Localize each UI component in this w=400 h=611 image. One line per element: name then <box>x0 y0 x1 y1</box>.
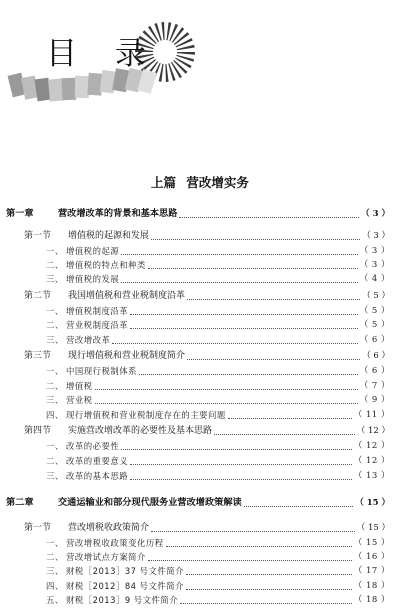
toc-page-number: （ 11 ） <box>353 410 390 420</box>
toc-entry-title: 财税［2012］84 号文件简介 <box>66 581 185 591</box>
toc-header <box>0 0 400 110</box>
toc-number: 四、 <box>46 410 64 420</box>
toc-entry-title: 营改增改革 <box>66 335 111 345</box>
toc-chapter-row[interactable] <box>6 207 390 221</box>
dot-leader <box>95 389 358 404</box>
toc-page-number: （ 16 ） <box>353 552 390 562</box>
toc-entry-title: 增值税的起源和发展 <box>68 231 150 241</box>
toc-entry-title: 增值税制度沿革 <box>66 306 129 316</box>
toc-entry-title: 增值税的发展 <box>66 274 120 284</box>
toc-page-number: （ 18 ） <box>353 581 390 591</box>
toc-page-number: （ 18 ） <box>353 595 390 605</box>
dot-leader <box>112 329 357 344</box>
part-label: 上篇 <box>151 175 177 190</box>
toc-page-number: （ 9 ） <box>359 395 390 405</box>
toc-number: 一、 <box>46 246 64 256</box>
toc-entry-title: 营业税 <box>66 395 93 405</box>
dot-leader <box>214 420 355 435</box>
toc-page-number: （ 6 ） <box>359 366 390 376</box>
toc-entry-title: 中国现行税制体系 <box>66 366 137 376</box>
toc-entry-title: 营改增税收政策变化历程 <box>66 538 164 548</box>
toc-page-number: （ 3 ） <box>362 231 390 241</box>
part-title <box>0 173 400 191</box>
dot-leader <box>121 435 352 450</box>
toc-page-number: （ 15 ） <box>353 538 390 548</box>
dot-leader <box>186 560 352 575</box>
toc-page-number: （ 5 ） <box>359 306 390 316</box>
toc-number: 第一章 <box>6 208 34 219</box>
toc-chapter-row[interactable] <box>6 496 390 510</box>
toc-number: 第一节 <box>24 523 52 533</box>
toc-number: 第三节 <box>24 351 52 361</box>
dot-leader <box>130 314 358 329</box>
toc-number: 二、 <box>46 320 64 330</box>
toc-number: 第二章 <box>6 497 34 508</box>
toc-number: 三、 <box>46 395 64 405</box>
toc-item-row[interactable] <box>46 593 390 607</box>
toc-entry-title: 营改增改革的背景和基本思路 <box>58 208 178 219</box>
dot-leader <box>121 268 357 283</box>
toc-page-number: （ 7 ） <box>359 381 390 391</box>
toc-number: 第二节 <box>24 291 52 301</box>
toc-page-number: （ 17 ） <box>353 566 390 576</box>
toc-number: 一、 <box>46 306 64 316</box>
dot-leader <box>148 546 352 561</box>
dot-leader <box>139 360 358 375</box>
dot-leader <box>130 450 352 465</box>
dot-leader <box>187 285 360 300</box>
dot-leader <box>186 575 352 590</box>
toc-number: 四、 <box>46 581 64 591</box>
toc-number: 三、 <box>46 566 64 576</box>
toc-page-number: （ 3 ） <box>359 246 390 256</box>
toc-page-number: （ 12 ） <box>356 426 390 436</box>
toc-entry-title: 实施营改增改革的必要性及基本思路 <box>68 426 213 436</box>
toc-entry-title: 财税［2013］37 号文件简介 <box>66 566 185 576</box>
dot-leader <box>179 203 359 218</box>
dot-leader <box>151 225 360 240</box>
toc-page-number: （ 12 ） <box>353 456 390 466</box>
toc-entry-title: 现行增值税和营业税制度存在的主要问题 <box>66 410 226 420</box>
toc-page-number: （ 15 ） <box>355 498 390 508</box>
toc-page-number: （ 13 ） <box>353 471 390 481</box>
dot-leader <box>228 404 352 419</box>
toc-entry-title: 改革的重要意义 <box>66 456 129 466</box>
toc-page-number: （ 5 ） <box>362 291 390 301</box>
toc-page-number: （ 6 ） <box>362 351 390 361</box>
toc-page-number: （ 3 ） <box>359 260 390 270</box>
dot-leader <box>187 345 360 360</box>
toc-number: 三、 <box>46 471 64 481</box>
toc-page-number: （ 3 ） <box>361 209 390 219</box>
toc-page-number: （ 5 ） <box>359 320 390 330</box>
dot-leader <box>148 254 358 269</box>
toc-number: 第四节 <box>24 426 52 436</box>
toc-page-number: （ 15 ） <box>356 523 390 533</box>
toc-item-row[interactable] <box>46 469 390 483</box>
toc-entry-title: 我国增值税和营业税制度沿革 <box>68 291 186 301</box>
toc-entry-title: 改革的必要性 <box>66 441 120 451</box>
dot-leader <box>151 517 355 532</box>
toc-number: 一、 <box>46 538 64 548</box>
dot-leader <box>180 589 352 604</box>
toc-number: 二、 <box>46 381 64 391</box>
dot-leader <box>166 532 352 547</box>
toc-number: 一、 <box>46 441 64 451</box>
toc-number: 二、 <box>46 456 64 466</box>
toc-entry-title: 增值税 <box>66 381 93 391</box>
toc-number: 一、 <box>46 366 64 376</box>
toc-page-number: （ 6 ） <box>359 335 390 345</box>
toc-number: 三、 <box>46 335 64 345</box>
dot-leader <box>130 465 352 480</box>
toc-page-number: （ 12 ） <box>353 441 390 451</box>
toc-number: 三、 <box>46 274 64 284</box>
dot-leader <box>121 240 357 255</box>
toc-entry-title: 营改增税收政策简介 <box>68 523 150 533</box>
dot-leader <box>244 492 354 507</box>
toc-entry-title: 财税［2013］9 号文件简介 <box>66 595 179 605</box>
dot-leader <box>130 300 358 315</box>
part-name: 营改增实务 <box>186 175 249 190</box>
toc-number: 第一节 <box>24 231 52 241</box>
toc-entry-title: 增值税的特点和种类 <box>66 260 146 270</box>
toc-page-number: （ 4 ） <box>359 274 390 284</box>
toc-entry-title: 营改增试点方案简介 <box>66 552 146 562</box>
toc-entry-title: 交通运输业和部分现代服务业营改增政策解读 <box>58 497 242 508</box>
toc-number: 二、 <box>46 260 64 270</box>
toc-number: 五、 <box>46 595 64 605</box>
page-title: 目 录 <box>46 36 160 72</box>
dot-leader <box>95 375 358 390</box>
toc-entry-title: 增值税的起源 <box>66 246 120 256</box>
toc-number: 二、 <box>46 552 64 562</box>
toc-entry-title: 营业税制度沿革 <box>66 320 129 330</box>
toc-entry-title: 现行增值税和营业税制度简介 <box>68 351 186 361</box>
toc-entry-title: 改革的基本思路 <box>66 471 129 481</box>
